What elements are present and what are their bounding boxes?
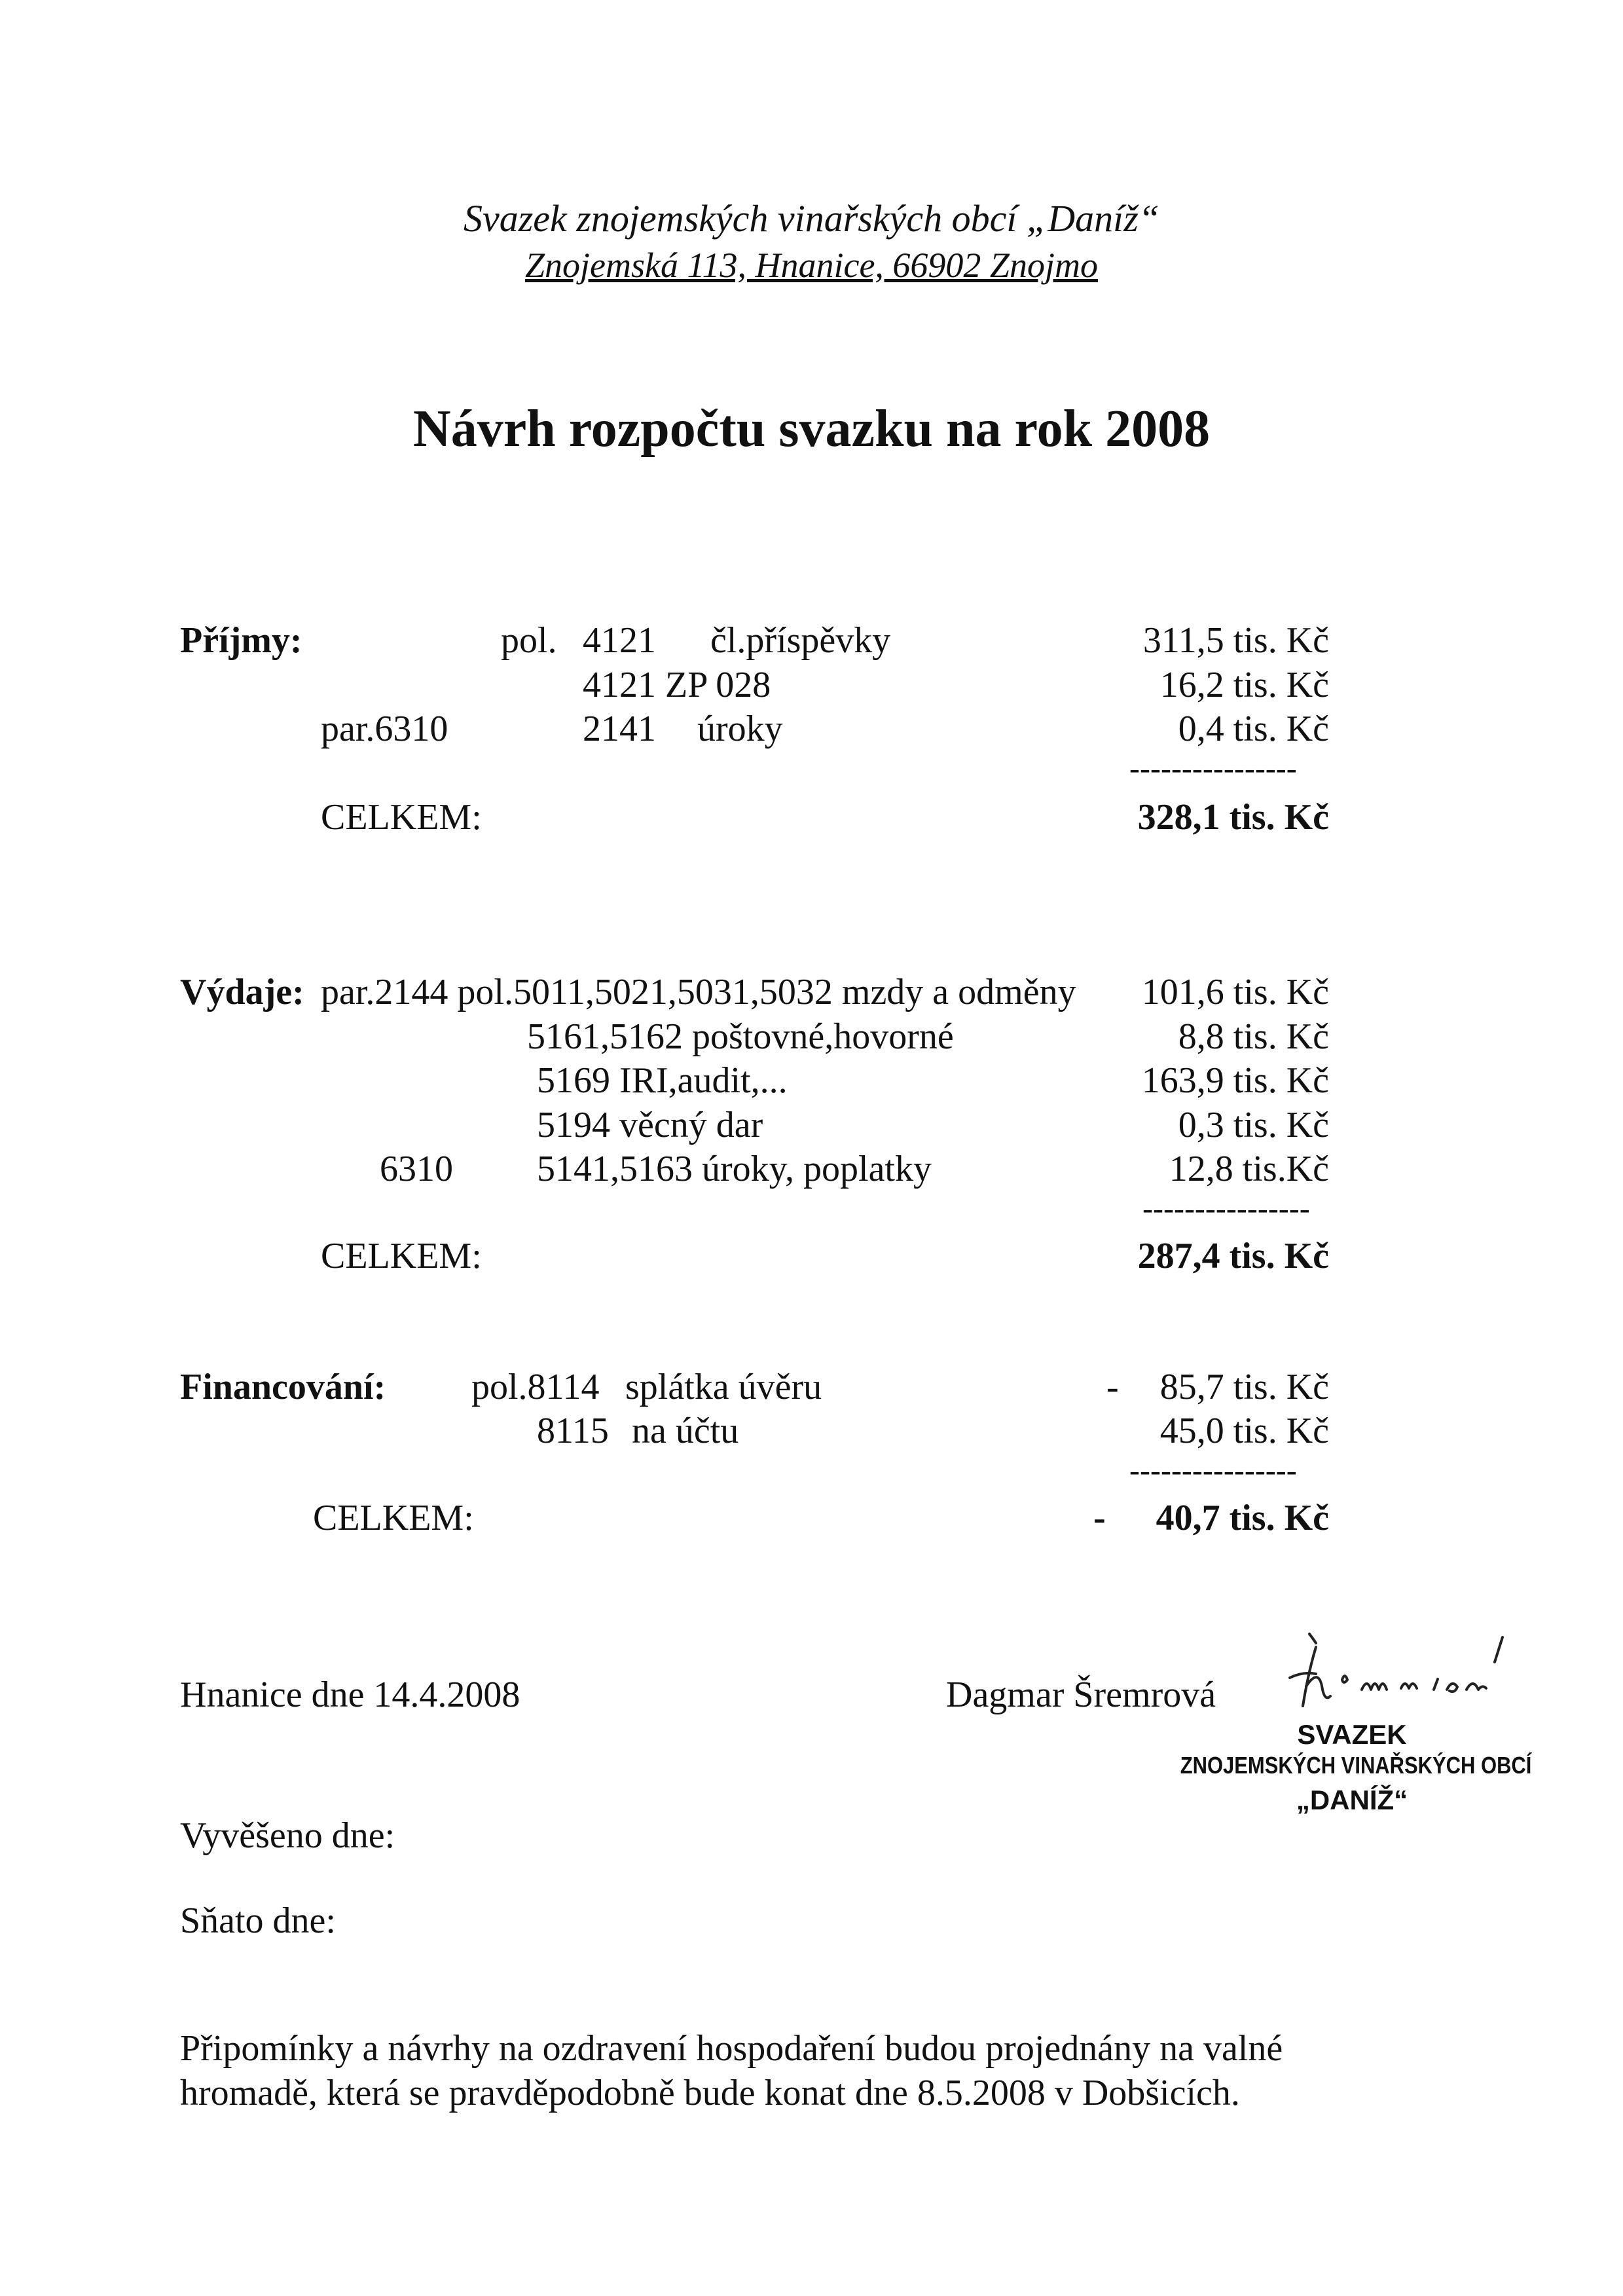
vydaje-row3-amount: 163,9 tis. Kč — [1141, 1060, 1329, 1101]
stamp-line2: ZNOJEMSKÝCH VINAŘSKÝCH OBCÍ — [1180, 1752, 1532, 1779]
financovani-row1-sign: - — [1106, 1367, 1119, 1407]
vydaje-heading: Výdaje: — [180, 972, 304, 1012]
vydaje-total-label: CELKEM: — [321, 1236, 482, 1276]
vydaje-row5-amount: 12,8 tis.Kč — [1169, 1149, 1329, 1189]
financovani-row2-desc: na účtu — [632, 1411, 739, 1451]
stamp-line3: „DANÍŽ“ — [1296, 1785, 1408, 1815]
prijmy-row1-code: 4121 — [583, 620, 656, 661]
financovani-total-sign: - — [1093, 1498, 1106, 1538]
prijmy-row2-code: 4121 ZP 028 — [583, 665, 771, 705]
org-address: Znojemská 113, Hnanice, 66902 Znojmo — [525, 246, 1098, 285]
vydaje-total: 287,4 tis. Kč — [1137, 1236, 1329, 1276]
vydaje-row4-desc: 5194 věcný dar — [537, 1105, 763, 1145]
prijmy-row1-desc: čl.příspěvky — [710, 620, 891, 661]
prijmy-row3-desc: úroky — [697, 709, 783, 749]
prijmy-total: 328,1 tis. Kč — [1137, 797, 1329, 838]
financovani-separator: ---------------- — [1129, 1453, 1297, 1488]
financovani-row1-amount: 85,7 tis. Kč — [1159, 1367, 1329, 1407]
financovani-total-label: CELKEM: — [313, 1498, 474, 1538]
posted-label: Vyvěšeno dne: — [180, 1815, 395, 1856]
prijmy-row3-amount: 0,4 tis. Kč — [1178, 709, 1329, 749]
prijmy-row1-amount: 311,5 tis. Kč — [1142, 620, 1329, 661]
financovani-row2-amount: 45,0 tis. Kč — [1159, 1411, 1329, 1451]
prijmy-heading: Příjmy: — [180, 620, 302, 661]
financovani-row1-code: pol.8114 — [471, 1367, 600, 1407]
note-line2: hromadě, která se pravděpodobně bude konat dne 8.5.2008 v Dobšicích. — [180, 2073, 1240, 2113]
vydaje-row5-desc: 5141,5163 úroky, poplatky — [537, 1149, 932, 1189]
vydaje-row4-amount: 0,3 tis. Kč — [1178, 1105, 1329, 1145]
prijmy-row3-code: 2141 — [583, 709, 656, 749]
financovani-total: 40,7 tis. Kč — [1156, 1498, 1329, 1538]
page-title: Návrh rozpočtu svazku na rok 2008 — [412, 400, 1211, 458]
vydaje-row1-desc: par.2144 pol.5011,5021,5031,5032 mzdy a odměny — [321, 972, 1076, 1012]
vydaje-row2-amount: 8,8 tis. Kč — [1178, 1016, 1329, 1057]
prijmy-separator: ---------------- — [1129, 751, 1297, 786]
signatory-name: Dagmar Šremrová — [946, 1675, 1216, 1715]
stamp-line1: SVAZEK — [1297, 1719, 1407, 1750]
prijmy-row2-amount: 16,2 tis. Kč — [1159, 665, 1329, 705]
place-date: Hnanice dne 14.4.2008 — [180, 1675, 520, 1715]
removed-label: Sňato dne: — [180, 1900, 336, 1941]
prijmy-row3-par: par.6310 — [321, 709, 448, 749]
vydaje-separator: ---------------- — [1142, 1191, 1310, 1226]
vydaje-row5-par: 6310 — [380, 1149, 453, 1189]
financovani-heading: Financování: — [180, 1367, 386, 1407]
handwritten-signature — [1270, 1618, 1552, 1729]
financovani-row2-code: 8115 — [537, 1411, 609, 1451]
financovani-row1-desc: splátka úvěru — [625, 1367, 822, 1407]
vydaje-row2-desc: 5161,5162 poštovné,hovorné — [527, 1016, 954, 1057]
vydaje-row3-desc: 5169 IRI,audit,... — [537, 1060, 788, 1101]
prijmy-total-label: CELKEM: — [321, 797, 482, 838]
org-name: Svazek znojemských vinařských obcí „Daníž“ — [463, 197, 1160, 240]
prijmy-pol-label: pol. — [501, 620, 557, 661]
vydaje-row1-amount: 101,6 tis. Kč — [1141, 972, 1329, 1012]
note-line1: Připomínky a návrhy na ozdravení hospodaření budou projednány na valné — [180, 2028, 1283, 2069]
